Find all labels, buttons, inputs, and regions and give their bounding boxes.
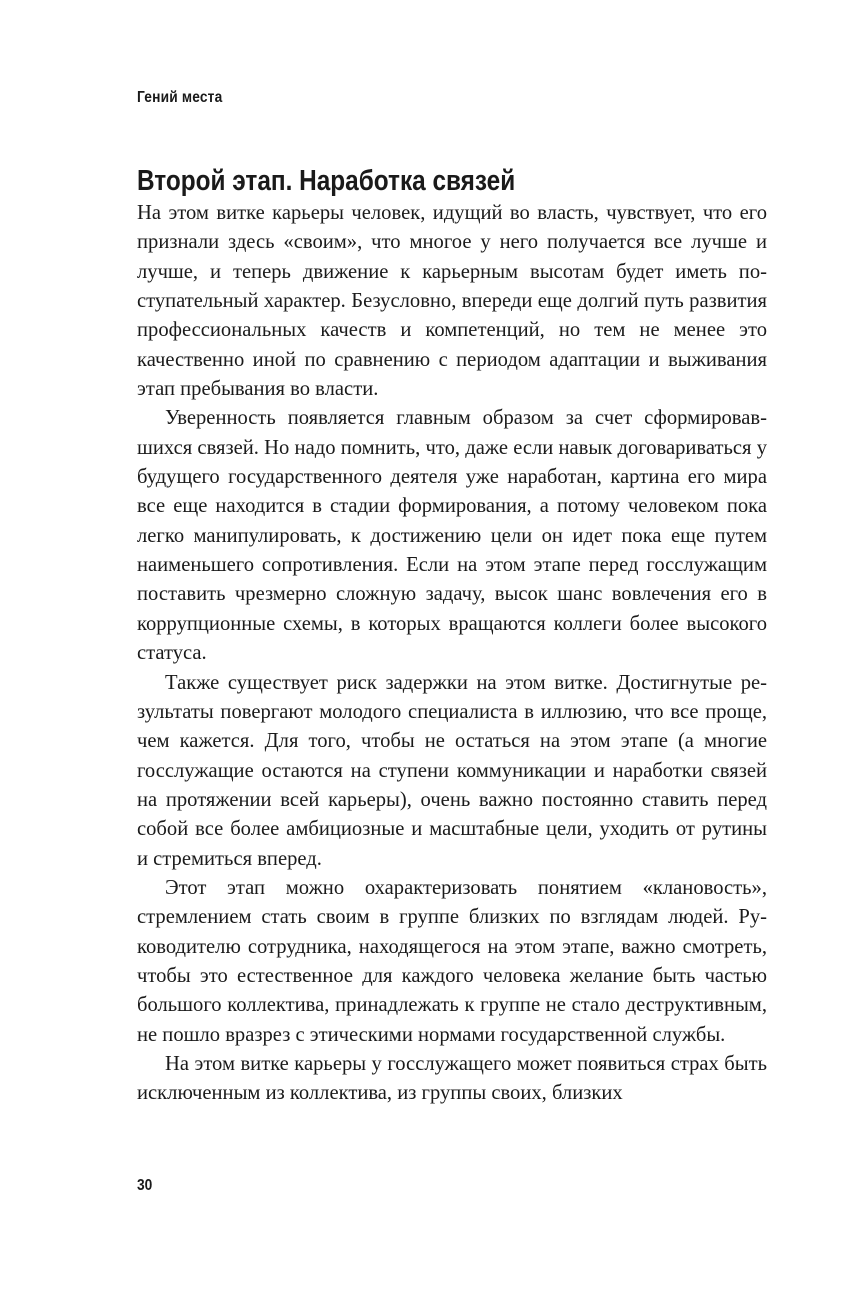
section-title: Второй этап. Наработка связей: [137, 165, 516, 197]
paragraph: Также существует риск задержки на этом витке. Достигнутые результаты повергают молодого специалиста в иллюзию, что все проще, чем кажется. Для того, чтобы не остаться на этом этапе (а многие госслужащие остаются на ступени коммуникации и наработки связей на протяжении всей карьеры), очень важно постоянно ставить перед собой все более амбициозные и масштабные цели, уходить от рутины и стремиться вперед.: [137, 671, 767, 870]
paragraph: Этот этап можно охарактеризовать понятием «клановость», стремлением стать своим в группе близких по взглядам людей. Руководителю сотрудника, находящегося на этом этапе, важно смотреть, чтобы это естественное для каждого человека желание быть частью большого коллектива, принадлежать к группе не стало деструктивным, не пошло вразрез с этическими нормами государственной службы.: [137, 876, 767, 1046]
page-number: 30: [137, 1177, 153, 1194]
paragraph: На этом витке карьеры человек, идущий во власть, чувствует, что его признали здесь «своим», что многое у него получается все лучше и лучше, и теперь движение к карьерным высотам будет иметь поступательный характер. Безусловно, впереди еще долгий путь развития профессиональных качеств и компетенций, но тем не менее это качественно иной по сравнению с периодом адаптации и выживания этап пребывания во власти.: [137, 202, 767, 401]
running-head: Гений места: [137, 89, 223, 106]
paragraph: На этом витке карьеры у госслужащего может появиться страх быть исключенным из коллектива, из группы своих, близких: [137, 1052, 767, 1105]
paragraph: Уверенность появляется главным образом за счет сформировавшихся связей. Но надо помнить, что, даже если навык договариваться у будущего государственного деятеля уже наработан, картина его мира все еще находится в стадии формирования, а потому человеком пока легко манипулировать, к достижению цели он идет пока еще путем наименьшего сопротивления. Если на этом этапе перед госслужащим поставить чрезмерно сложную задачу, высок шанс вовлечения его в коррупционные схемы, в которых вращаются коллеги более высокого статуса.: [137, 407, 767, 665]
body-text: [137, 199, 767, 1109]
